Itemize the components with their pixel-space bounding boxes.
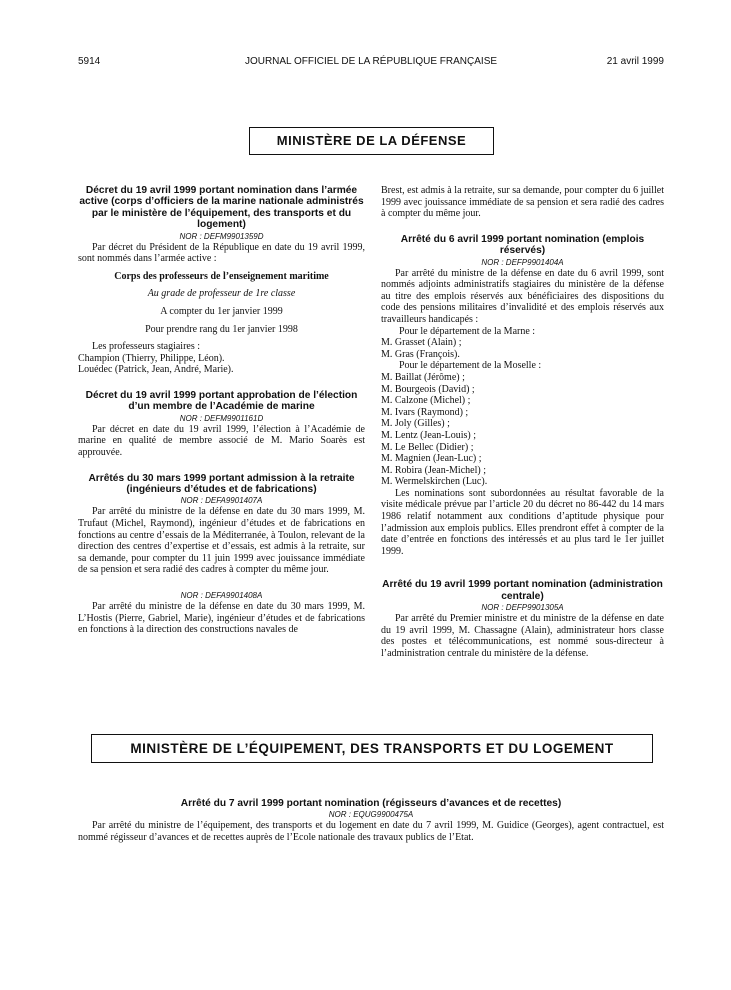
decree1-name-1: Champion (Thierry, Philippe, Léon). xyxy=(78,352,225,364)
decree2-nor xyxy=(78,413,365,424)
arretes1-body1: Par arrêté du ministre de la défense en date du 30 mars 1999, M. Trufaut (Michel, Raymond), ingénieur d’études et de fabrications en fonctions au centre d’essais de la Méditerranée, à Toulon, relevant de la direction des centres d’expertise et d’essais, est admis à la retraite, sur sa demande, pour compter du 11 juin 1999 avec jouissance immédiate de sa pension et sera radié des cadres à compter du même jour. xyxy=(78,506,365,576)
decree2-body: Par décret en date du 19 avril 1999, l’élection à l’Académie de marine en qualité de membre associé de M. Mario Soarès est approuvée. xyxy=(78,423,365,458)
arrete2-conditions: Les nominations sont subordonnées au résultat favorable de la visite médicale prévue par l’article 20 du décret no 86-442 du 14 mars 1986 relatif notamment aux conditions d’aptitude physique pour l’admission aux emplois publics. Elles prendront effet à compter de la date d’entrée en fonctions des intéressés et au plus tard le 1er juillet 1999. xyxy=(381,487,664,557)
moselle-names-list xyxy=(381,372,664,488)
arrete2-nor xyxy=(381,257,664,268)
arrete4-nor-code: NOR : EQUG9900475A xyxy=(328,810,414,820)
list-item: M. Lentz (Jean-Louis) ; xyxy=(381,429,476,441)
ministry-defense-label: MINISTÈRE DE LA DÉFENSE xyxy=(276,133,467,148)
page-header xyxy=(78,56,664,70)
decree2-nor-code: NOR : DEFM9901161D xyxy=(179,413,264,423)
list-item: M. Le Bellec (Didier) ; xyxy=(381,441,474,453)
list-item: M. Gras (François). xyxy=(381,348,460,360)
ministry-equipment-heading xyxy=(91,734,653,763)
decree1-name-2: Louédec (Patrick, Jean, André, Marie). xyxy=(78,364,234,376)
decree1-title: Décret du 19 avril 1999 portant nomination dans l’armée active (corps d’officiers de la marine nationale administrés par le ministère de l’équipement, des transports et du logement) xyxy=(79,185,364,231)
page-number: 5914 xyxy=(78,56,101,67)
list-item: M. Bourgeois (David) ; xyxy=(381,383,475,395)
list-item: M. Magnien (Jean-Luc) ; xyxy=(381,453,482,465)
list-item: M. Joly (Gilles) ; xyxy=(381,418,450,430)
bottom-section xyxy=(78,798,664,844)
arrete3-title: Arrêté du 19 avril 1999 portant nomination (administration centrale) xyxy=(382,579,663,602)
right-column xyxy=(381,185,664,660)
arrete2-nor-code: NOR : DEFP9901404A xyxy=(481,257,564,267)
marne-names-list xyxy=(381,337,664,360)
arrete3-nor-code: NOR : DEFP9901305A xyxy=(481,603,564,613)
arrete3-nor xyxy=(381,602,664,613)
arrete4-title: Arrêté du 7 avril 1999 portant nomination (régisseurs d’avances et de recettes) xyxy=(180,798,562,809)
decree1-body: Par décret du Président de la République en date du 19 avril 1999, sont nommés dans l’armée active : xyxy=(78,241,365,265)
arrete4-nor xyxy=(78,809,664,820)
ministry-defense-heading xyxy=(249,127,494,155)
arrete2-marne: Pour le département de la Marne : xyxy=(399,325,536,337)
left-column xyxy=(78,185,365,636)
ministry-equipment-label: MINISTÈRE DE L’ÉQUIPEMENT, DES TRANSPORTS ET DU LOGEMENT xyxy=(130,741,614,756)
decree1-compter: A compter du 1er janvier 1999 xyxy=(160,306,283,317)
decree1-nor-code: NOR : DEFM9901359D xyxy=(179,231,264,241)
decree1-rang: Pour prendre rang du 1er janvier 1998 xyxy=(145,323,298,335)
decree1-stagiaires: Les professeurs stagiaires : xyxy=(92,341,201,353)
journal-title: JOURNAL OFFICIEL DE LA RÉPUBLIQUE FRANÇAISE xyxy=(244,56,498,67)
list-item: M. Ivars (Raymond) ; xyxy=(381,406,469,418)
list-item: M. Calzone (Michel) ; xyxy=(381,395,471,407)
arretes1-title: Arrêtés du 30 mars 1999 portant admission à la retraite (ingénieurs d’études et de fabrications) xyxy=(88,472,355,495)
arrete2-body: Par arrêté du ministre de la défense en date du 6 avril 1999, sont nommés adjoints administratifs stagiaires du ministère de la défense au titre des emplois réservés aux bénéficiaires des dispositions du code des pensions militaires d’invalidité et des emplois réservés aux travailleurs handicapés : xyxy=(381,267,664,325)
decree1-grade: Au grade de professeur de 1re classe xyxy=(147,288,296,300)
arretes1-nor-code: NOR : DEFA9901407A xyxy=(180,496,263,506)
arrete3-body: Par arrêté du Premier ministre et du ministre de la défense en date du 19 avril 1999, M. Chassagne (Alain), administrateur hors classe des postes et télécommunications, est nommé sous-directeur à l’administration centrale du ministère de la défense. xyxy=(381,613,664,660)
arretes1-nor xyxy=(78,495,365,506)
list-item: M. Robira (Jean-Michel) ; xyxy=(381,464,486,476)
decree1-nor xyxy=(78,231,365,242)
arretes1-nor2-code: NOR : DEFA9901408A xyxy=(180,590,263,600)
arrete4-body: Par arrêté du ministre de l’équipement, des transports et du logement en date du 7 avril 1999, M. Guidice (Georges), agent contractuel, est nommé régisseur d’avances et de recettes auprès de l’Ecole nationale des travaux publics de l’Etat. xyxy=(78,820,664,843)
decree2-title: Décret du 19 avril 1999 portant approbation de l’élection d’un membre de l’Académie de marine xyxy=(85,389,358,413)
arrete2-title: Arrêté du 6 avril 1999 portant nomination (emplois réservés) xyxy=(400,233,645,257)
arretes1-body2: Par arrêté du ministre de la défense en date du 30 mars 1999, M. L’Hostis (Pierre, Gabriel, Marie), ingénieur d’études et de fabrications en fonctions à la direction des constructions navales de xyxy=(78,600,365,636)
list-item: M. Baillat (Jérôme) ; xyxy=(381,371,465,383)
decree1-corps: Corps des professeurs de l’enseignement maritime xyxy=(114,270,329,282)
arretes1-nor2 xyxy=(78,590,365,601)
list-item: M. Grasset (Alain) ; xyxy=(381,337,462,349)
arrete2-moselle: Pour le département de la Moselle : xyxy=(399,360,542,372)
issue-date: 21 avril 1999 xyxy=(606,56,664,67)
list-item: M. Wermelskirchen (Luc). xyxy=(381,476,488,488)
arretes1-continuation: Brest, est admis à la retraite, sur sa demande, pour compter du 6 juillet 1999 avec jouissance immédiate de sa pension et sera radié des cadres à compter du même jour. xyxy=(381,185,664,220)
